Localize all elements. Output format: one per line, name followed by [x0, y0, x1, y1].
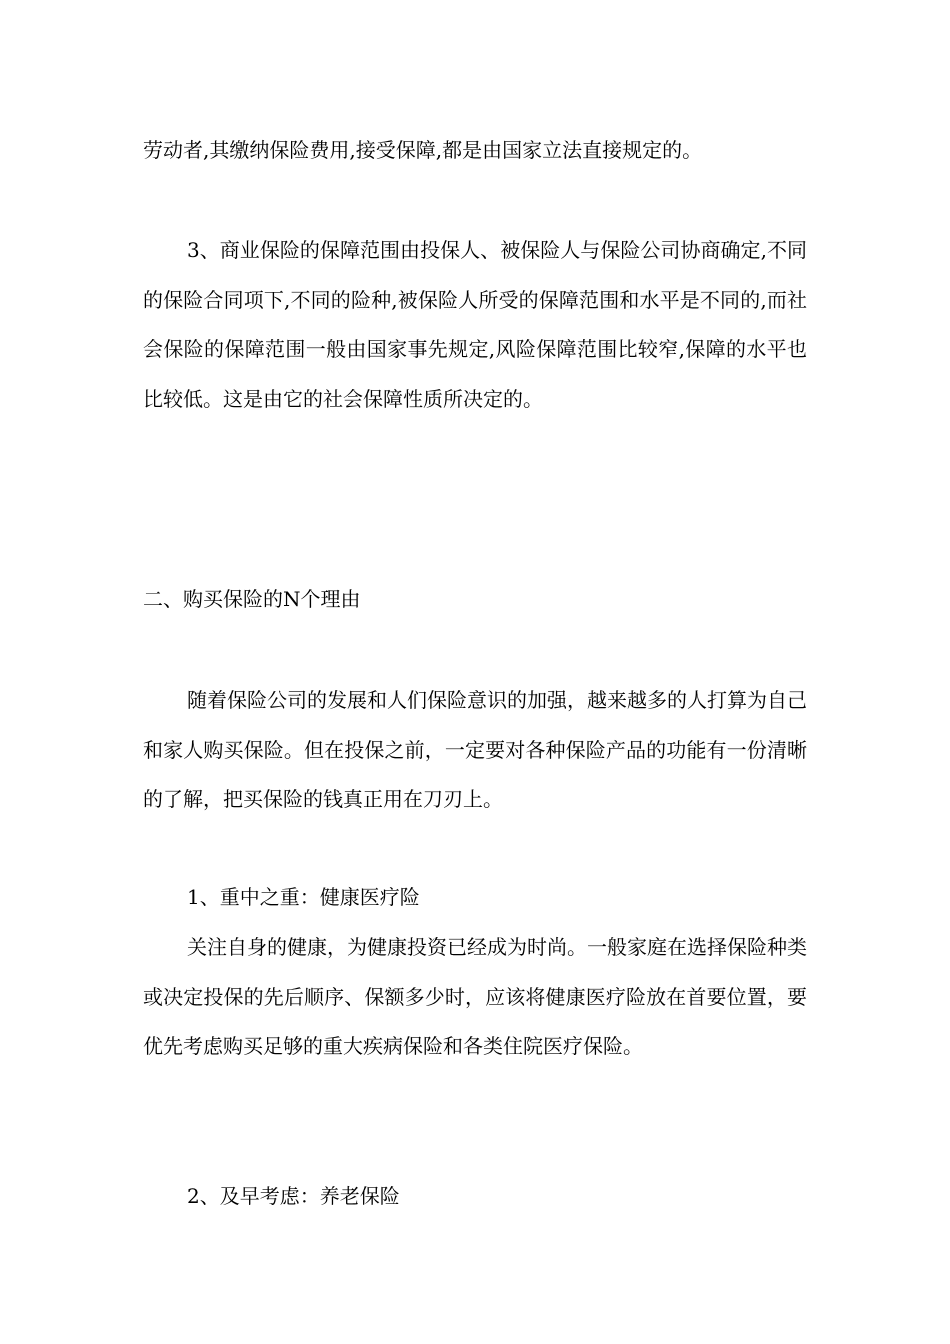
subheading-pension-insurance: 2、及早考虑：养老保险	[187, 1184, 400, 1208]
section-heading-reasons: 二、购买保险的N个理由	[143, 587, 361, 611]
paragraph-health-insurance: 关注自身的健康，为健康投资已经成为时尚。一般家庭在选择保险种类或决定投保的先后顺序、保额多少时，应该将健康医疗险放在首要位置，要优先考虑购买足够的重大疾病保险和各类住院医疗保险。	[143, 935, 807, 1058]
paragraph-labor-insurance: 劳动者,其缴纳保险费用,接受保障,都是由国家立法直接规定的。	[143, 138, 703, 162]
paragraph-coverage-scope: 3、商业保险的保障范围由投保人、被保险人与保险公司协商确定,不同的保险合同项下,不同的险种,被保险人所受的保障范围和水平是不同的,而社会保险的保障范围一般由国家事先规定,风险保障范围比较窄,保障的水平也比较低。这是由它的社会保障性质所决定的。	[143, 238, 807, 411]
paragraph-insurance-awareness: 随着保险公司的发展和人们保险意识的加强，越来越多的人打算为自己和家人购买保险。但在投保之前，一定要对各种保险产品的功能有一份清晰的了解，把买保险的钱真正用在刀刃上。	[143, 688, 807, 811]
subheading-health-insurance: 1、重中之重：健康医疗险	[187, 885, 420, 909]
